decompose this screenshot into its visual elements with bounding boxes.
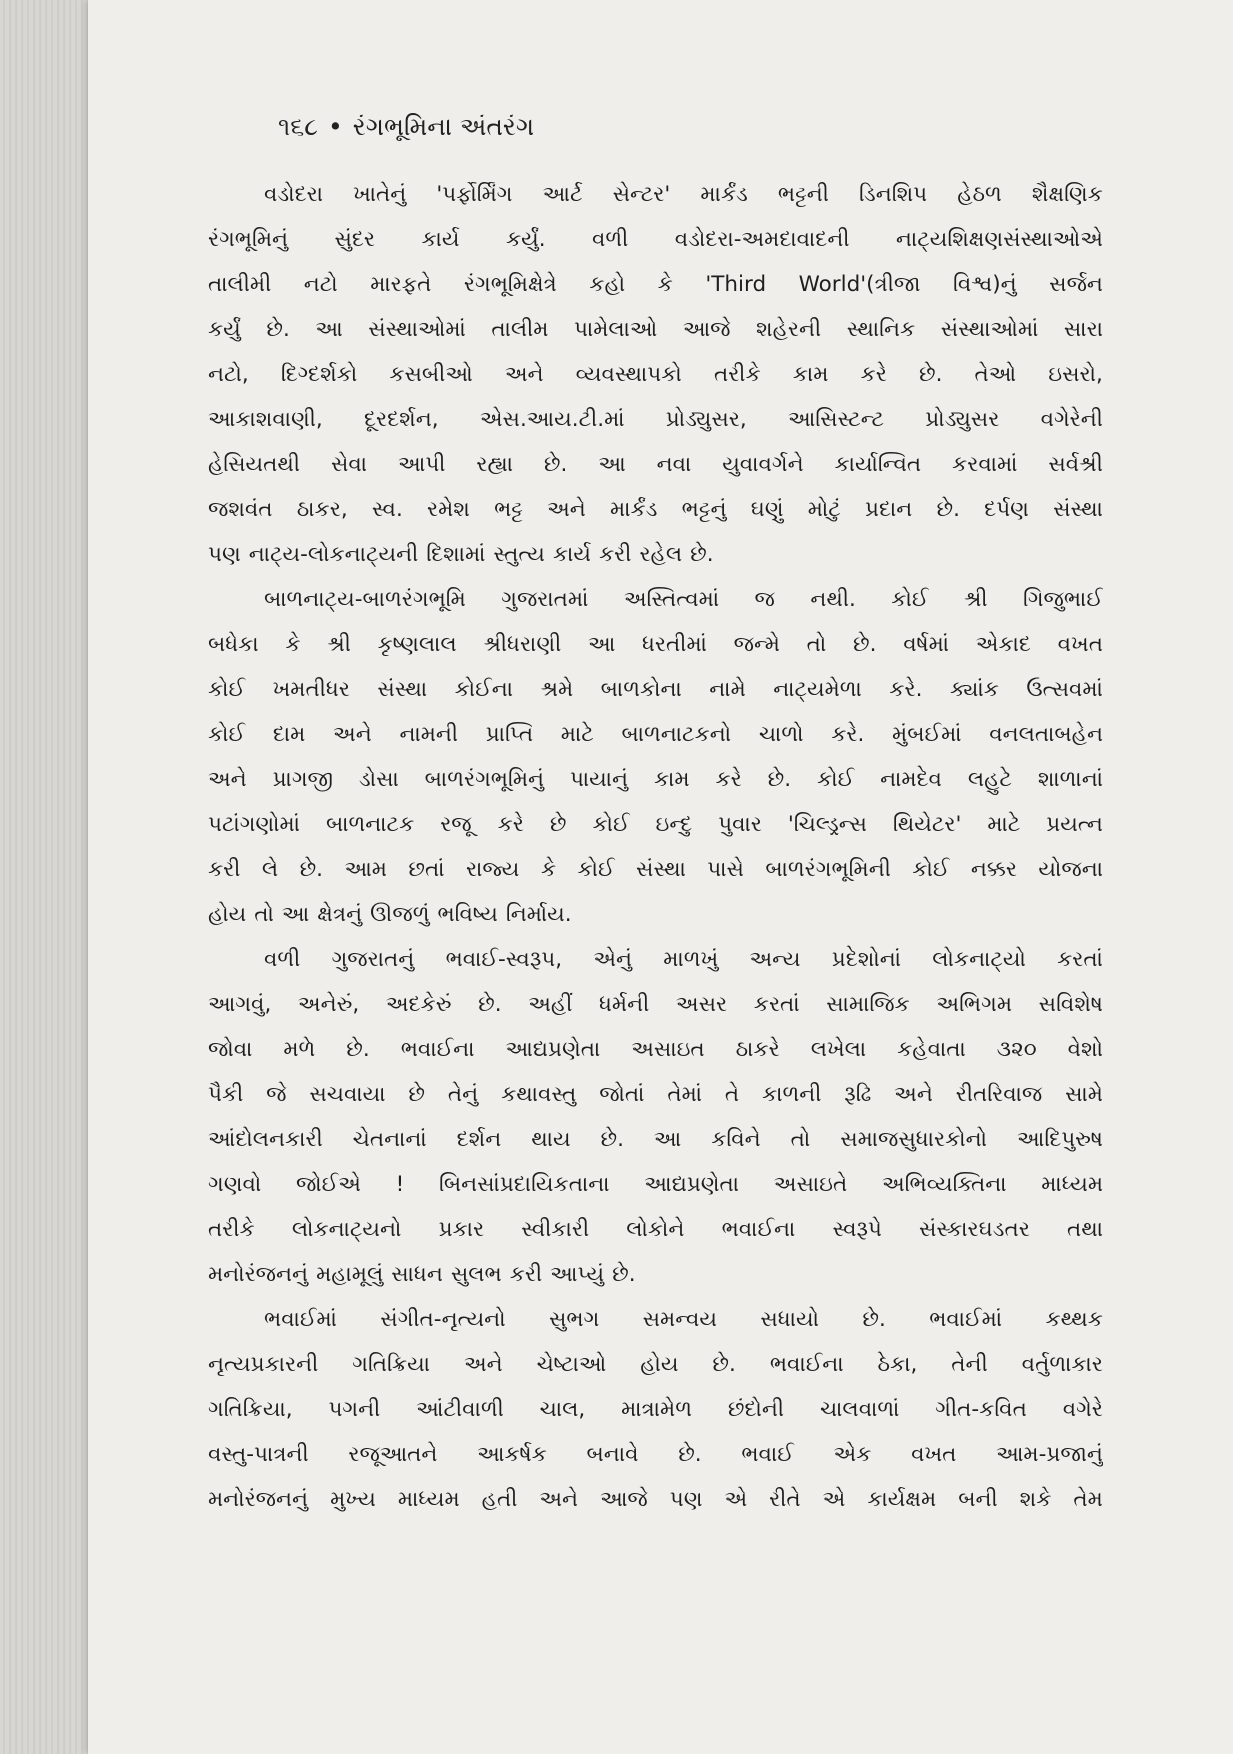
body-text [208, 172, 1103, 1522]
page-number: ૧૬૮ [278, 112, 319, 141]
paragraph-line: કર્યું છે. આ સંસ્થાઓમાં તાલીમ પામેલાઓ આજે શહેરની સ્થાનિક સંસ્થાઓમાં સારા [208, 317, 1103, 342]
paragraph-line: આગવું, અનેરું, અદકેરું છે. અહીં ધર્મની અસર કરતાં સામાજિક અભિગમ સવિશેષ [208, 992, 1103, 1017]
paragraph-line: રંગભૂમિનું સુંદર કાર્ય કર્યું. વળી વડોદરા-અમદાવાદની નાટ્યશિક્ષણસંસ્થાઓએ [208, 227, 1103, 252]
paragraph-line: વસ્તુ-પાત્રની રજૂઆતને આકર્ષક બનાવે છે. ભવાઈ એક વખત આમ-પ્રજાનું [208, 1442, 1103, 1467]
paragraph-line: આંદોલનકારી ચેતનાનાં દર્શન થાય છે. આ કવિને તો સમાજસુધારકોનો આદિપુરુષ [208, 1127, 1103, 1152]
paragraph-line: નટો, દિગ્દર્શકો કસબીઓ અને વ્યવસ્થાપકો તરીકે કામ કરે છે. તેઓ ઇસરો, [208, 362, 1103, 387]
paragraph-line: વળી ગુજરાતનું ભવાઈ-સ્વરૂપ, એનું માળખું અન્ય પ્રદેશોનાં લોકનાટ્યો કરતાં [264, 947, 1103, 972]
paragraph-line: નૃત્યપ્રકારની ગતિક્રિયા અને ચેષ્ટાઓ હોય છે. ભવાઈના ઠેકા, તેની વર્તુળાકાર [208, 1352, 1103, 1377]
paragraph-line: અને પ્રાગજી ડોસા બાળરંગભૂમિનું પાયાનું કામ કરે છે. કોઈ નામદેવ લહુટે શાળાનાં [208, 767, 1103, 792]
book-title: રંગભૂમિના અંતરંગ [352, 112, 535, 141]
paragraph-line: મનોરંજનનું મહામૂલું સાધન સુલભ કરી આપ્યું છે. [208, 1262, 636, 1287]
paragraph-line: પટાંગણોમાં બાળનાટક રજૂ કરે છે કોઈ ઇન્દુ પુવાર 'ચિલ્ડ્રન્સ થિયેટર' માટે પ્રયત્ન [208, 812, 1103, 837]
page-stack-edge [0, 0, 95, 1754]
paragraph-line: આકાશવાણી, દૂરદર્શન, એસ.આય.ટી.માં પ્રોડ્યુસર, આસિસ્ટન્ટ પ્રોડ્યુસર વગેરેની [208, 407, 1103, 432]
header-separator: • [328, 112, 343, 141]
paragraph-line: જોવા મળે છે. ભવાઈના આદ્યપ્રણેતા અસાઇત ઠાકરે લખેલા કહેવાતા ૩૨૦ વેશો [208, 1037, 1103, 1062]
paragraph-line: પણ નાટ્ય-લોકનાટ્યની દિશામાં સ્તુત્ય કાર્ય કરી રહેલ છે. [208, 542, 714, 567]
paragraph-line: તાલીમી નટો મારફતે રંગભૂમિક્ષેત્રે કહો કે 'Third World'(ત્રીજા વિશ્વ)નું સર્જન [208, 272, 1103, 297]
paragraph-line: હોય તો આ ક્ષેત્રનું ઊજળું ભવિષ્ય નિર્માય. [208, 902, 572, 927]
paragraph-line: પૈકી જે સચવાયા છે તેનું કથાવસ્તુ જોતાં તેમાં તે કાળની રૂઢિ અને રીતરિવાજ સામે [208, 1082, 1103, 1107]
paragraph-line: તરીકે લોકનાટ્યનો પ્રકાર સ્વીકારી લોકોને ભવાઈના સ્વરૂપે સંસ્કારઘડતર તથા [208, 1217, 1103, 1242]
paragraph-line: ગતિક્રિયા, પગની આંટીવાળી ચાલ, માત્રામેળ છંદોની ચાલવાળાં ગીત-કવિત વગેરે [208, 1397, 1103, 1422]
paragraph-line: કોઈ દામ અને નામની પ્રાપ્તિ માટે બાળનાટકનો ચાળો કરે. મુંબઈમાં વનલતાબહેન [208, 722, 1103, 747]
paragraph-line: બધેકા કે શ્રી કૃષ્ણલાલ શ્રીધરાણી આ ધરતીમાં જન્મે તો છે. વર્ષમાં એકાદ વખત [208, 632, 1103, 657]
paragraph-line: કરી લે છે. આમ છતાં રાજ્ય કે કોઈ સંસ્થા પાસે બાળરંગભૂમિની કોઈ નક્કર યોજના [208, 857, 1103, 882]
paragraph-line: બાળનાટ્ય-બાળરંગભૂમિ ગુજરાતમાં અસ્તિત્વમાં જ નથી. કોઈ શ્રી ગિજુભાઈ [264, 587, 1103, 612]
running-head [278, 112, 534, 142]
paragraph-line: હેસિયતથી સેવા આપી રહ્યા છે. આ નવા યુવાવર્ગને કાર્યાન્વિત કરવામાં સર્વશ્રી [208, 452, 1103, 477]
paragraph-line: કોઈ ખમતીધર સંસ્થા કોઈના શ્રમે બાળકોના નામે નાટ્યમેળા કરે. ક્યાંક ઉત્સવમાં [208, 677, 1103, 702]
paragraph-line: જશવંત ઠાકર, સ્વ. રમેશ ભટ્ટ અને માર્કંડ ભટ્ટનું ઘણું મોટું પ્રદાન છે. દર્પણ સંસ્થા [208, 497, 1103, 522]
paragraph-line: ભવાઈમાં સંગીત-નૃત્યનો સુભગ સમન્વય સધાયો છે. ભવાઈમાં કથ્થક [264, 1307, 1103, 1332]
paragraph-line: વડોદરા ખાતેનું 'પર્ફોર્મિંગ આર્ટ સેન્ટર' માર્કંડ ભટ્ટની ડિનશિપ હેઠળ શૈક્ષણિક [264, 182, 1103, 207]
paragraph-line: ગણવો જોઈએ ! બિનસાંપ્રદાયિકતાના આદ્યપ્રણેતા અસાઇતે અભિવ્યક્તિના માધ્યમ [208, 1172, 1103, 1197]
paragraph-line: મનોરંજનનું મુખ્ય માધ્યમ હતી અને આજે પણ એ રીતે એ કાર્યક્ષમ બની શકે તેમ [208, 1487, 1103, 1512]
